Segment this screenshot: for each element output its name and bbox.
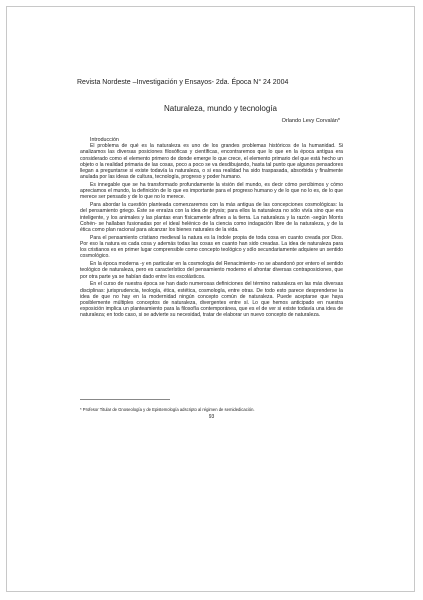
- paragraph: Es innegable que se ha transformado profundamente la visión del mundo, es decir cómo percibimos y cómo apreciamos el mundo, la definición de lo que es importante para el progreso humano y de lo que no lo es, de lo que merece ser pensado y de lo que no lo merece.: [80, 182, 343, 201]
- paragraph: El problema de qué es la naturaleza es uno de los grandes problemas históricos de la humanidad. Si analizamos las diversas posiciones filosóficas y científicas, encontraremos que lo que en la época antigua era considerado como el elemento primero de donde emerge lo que crece, el elemento primario del que está hecho un objeto o la realidad primaria de las cosas, poco a poco se va desdibujando, hasta tal punto que algunos pensadores llegan a preguntarse si existe todavía la naturaleza, o si esa realidad ha sido traspasada, absorbida y finalmente anulada por las ideas de cultura, tecnología, progreso y poder humano.: [80, 143, 343, 181]
- section-heading: Introducción: [90, 137, 119, 143]
- article-title: Naturaleza, mundo y tecnología: [164, 104, 277, 113]
- page-number: 93: [208, 414, 215, 420]
- footnote: * Profesor Titular de Gnoseología y de Epistemología adscripto al régimen de semidedicación.: [80, 407, 255, 412]
- journal-header: Revista Nordeste –Investigación y Ensayos- 2da. Época N° 24 2004: [77, 79, 289, 86]
- author-name: Orlando Levy Corvalán*: [281, 118, 340, 124]
- footnote-divider: [80, 399, 170, 400]
- paragraph: Para abordar la cuestión planteada comenzaremos con la más antigua de las concepciones cosmológicas: la del pensamiento griego. Éste se enraíza con la idea de physis; para ellos la naturaleza no sólo vivía sino que era inteligente, y los animales y las plantas eran físicamente afines a la tierra. La naturaleza y la razón -según Morris Cohén- se hallaban fusionadas por el ideal helénico de la ciencia como indagación libre de la naturaleza, y de la ética como plan racional para alcanzar los bienes naturales de la vida.: [80, 202, 343, 234]
- paragraph: En la época moderna -y en particular en la cosmología del Renacimiento- no se abandonó por entero el sentido teológico de naturaleza, pero es característico del pensamiento moderno el afrontar diversas contraposiciones, que por otra parte ya se habían dado entre los escolásticos.: [80, 261, 343, 280]
- paragraph: Para el pensamiento cristiano medieval la natura es la índole propia de toda cosa en cuanto creada por Dios. Por eso la natura es cada cosa y además todas las cosas en cuanto han sido creadas. La idea de naturaleza para los cristianos es en primer lugar comprensible como concepto teológico y sólo secundariamente adquiere un sentido cosmológico.: [80, 234, 343, 260]
- paragraph: En el curso de nuestra época se han dado numerosas definiciones del término naturaleza en las más diversas disciplinas: jurisprudencia, teología, ética, estética, cosmología, entre otras. De todo esto parece desprenderse la idea de que no hay en la modernidad ningún concepto común de naturaleza. Puede aceptarse que haya posiblemente múltiples conceptos de naturaleza, divergentes entre sí. Lo que hemos anticipado en nuestra exposición implica un planteamiento para la filosofía contemporánea, que es el de ver si existe todavía una idea de naturaleza; en todo caso, si se advierte su necesidad, tratar de elaborar un nuevo concepto de naturaleza.: [80, 281, 343, 319]
- article-body: [80, 137, 343, 320]
